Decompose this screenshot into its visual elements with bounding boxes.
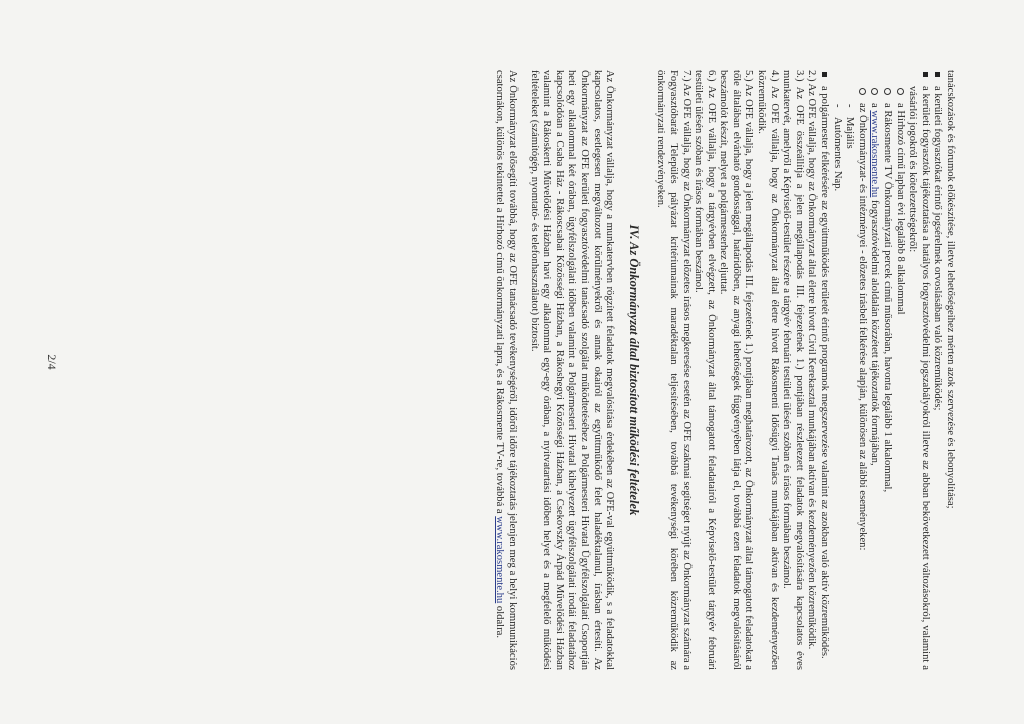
event-item: - Majális (844, 104, 856, 149)
circle-bullet-icon (871, 88, 878, 95)
body-paragraph: Az Önkormányzat vállalja, hogy a munkatervben rögzített feladatok megvalósítása érdekében az OFE-val együttműködik, s a feladatokkal kapcsolatos, esetlegesen megváltozott körülményekről és annak okairól az együttműködő felet haladéktalanul, írásban értesíti. Az Önkormányzat az OFE kerületi fogyasztóvédelmi tanácsadó szolgálat működtetéséhez a Polgármesteri Hivatal Ügyfélszolgálati Csoportján heti egy alkalommal két órában, ügyfélszolgálati időben valamint a Polgármesteri Hivatal kihelyezett ügyfélszolgálati irodái feladatához kapcsolódóan a Csaba Ház - Rákoscsabai Közösségi Házban, a Rákoshegyi Közösségi Házban, a Csekovszky Árpád Művelődési Házban valamint a Rákoskerti Művelődési Házban havi egy alkalommal egy-egy órában, a nyitvatartási időben helyet és a megfelelő működési feltételeket (számítógép, nyomtató- és telefonhasználatot) biztosít. (528, 70, 616, 670)
numbered-paragraph: 6.) Az OFE vállalja, hogy a tárgyévben elvégzett, az Önkormányzat által támogatott feladatairól a Képviselő-testület tárgyév februári testületi ülésén szóban és írásos formában beszámol. (693, 70, 717, 670)
numbered-paragraph: 7.) Az OFE vállalja, hogy az Önkormányzat előzetes írásos megkeresése esetén az OFE szakmai segítséget nyújt az Önkormányzat számára a Fogyasztóbarát Település pályázat kritériumainak maradéktalan teljesítésében, továbbá tevékenységi körében közreműködik az önkormányzati rendezvényeken. (655, 70, 692, 670)
sub-item: a Hírhozó című lapban évi legalább 8 alkalommal (893, 70, 906, 670)
rakosmente-link[interactable]: www.rakosmente.hu (869, 110, 881, 198)
square-bullet-icon (822, 72, 827, 77)
bullet-item: a polgármester felkérésére az együttműködés területét érintő programok megszervezése valamint az azokban való aktív közreműködés. (817, 70, 830, 670)
sub-item: az Önkormányzat- és intézményei - előzetes írásbeli felkérése alapján, különösen az alábbi eseményeken: (855, 70, 868, 670)
event-item: - Autómentes Nap. (831, 104, 843, 192)
sub-item: a Rákosmente TV Önkormányzati percek című műsorában, havonta legalább 1 alkalommal, (880, 70, 893, 670)
body-paragraph: Az Önkormányzat elősegíti továbbá, hogy az OFE tanácsadó tevékenységéről, időről időre tájékoztatás jelenjen meg a helyi kommunikációs csatornákon, különös tekintettel a Hírhozó című önkormányzati lapra, és a Rákosmente TV-re, továbbá a www.rakosmente.hu oldalra. (494, 70, 518, 670)
document-body (493, 70, 956, 670)
dash-bullet-icon: - (831, 104, 843, 108)
sub-item: a www.rakosmente.hu fogyasztóvédelmi aloldalán közzétett tájékoztatók formájában, (868, 70, 881, 670)
rakosmente-link[interactable]: www.rakosmente.hu (494, 516, 506, 604)
section-heading: IV. Az Önkormányzat által biztosított működési feltételek (626, 224, 641, 516)
intro-text: tanácskozások és fórumok előkészítése, illetve lehetőségeihez mérten azok szervezése és lebonyolítása; (945, 70, 956, 509)
bullet-item: a kerületi fogyasztókat érintő jogsérelmek orvoslásában való közreműködés; (931, 70, 944, 670)
square-bullet-icon (923, 72, 928, 77)
circle-bullet-icon (884, 88, 891, 95)
dash-bullet-icon: - (844, 104, 856, 108)
numbered-paragraph: 2.) Az OFE vállalja, hogy az Önkormányzat által életre hívott Civil Kerekasztal munkájában aktívan és kezdeményezően közreműködik. (806, 70, 818, 650)
circle-bullet-icon (859, 88, 866, 95)
numbered-paragraph: 3.) Az OFE összeállítja a jelen megállapodás III. fejezetének 1.) pontjában részletezett feladatok megvalósítására kapcsolatos éves munkatervét, amelyről a Képviselő-testület részére a tárgyév februári testületi ülésén szóban és írásos formában beszámol. (781, 70, 805, 670)
numbered-paragraph: 4.) Az OFE vállalja, hogy az Önkormányzat által életre hívott Rákosmenti Idősügyi Tanács munkájában aktívan és kezdeményezően közreműködik. (756, 70, 780, 670)
bullet-item: a kerületi fogyasztók tájékoztatása a hatályos fogyasztóvédelmi jogszabályokról illetve az abban bekövetkezett változásokról, valamint a vásárlói jogokról és kötelezettségekről: (906, 70, 931, 670)
numbered-paragraph: 5.) Az OFE vállalja, hogy a jelen megállapodás III. fejezetének 1.) pontjában meghatározott, az Önkormányzat által támogatott feladatokat a tőle általában elvárható gondossággal, határidőben, az anyagi lehetőségek függvényében látja el, továbbá ezen feladatok megvalósításáról beszámolót készít, melyet a polgármesterhez eljuttat. (718, 70, 755, 670)
circle-bullet-icon (897, 88, 904, 95)
square-bullet-icon (935, 72, 940, 77)
page-number: 2/4 (45, 354, 59, 370)
